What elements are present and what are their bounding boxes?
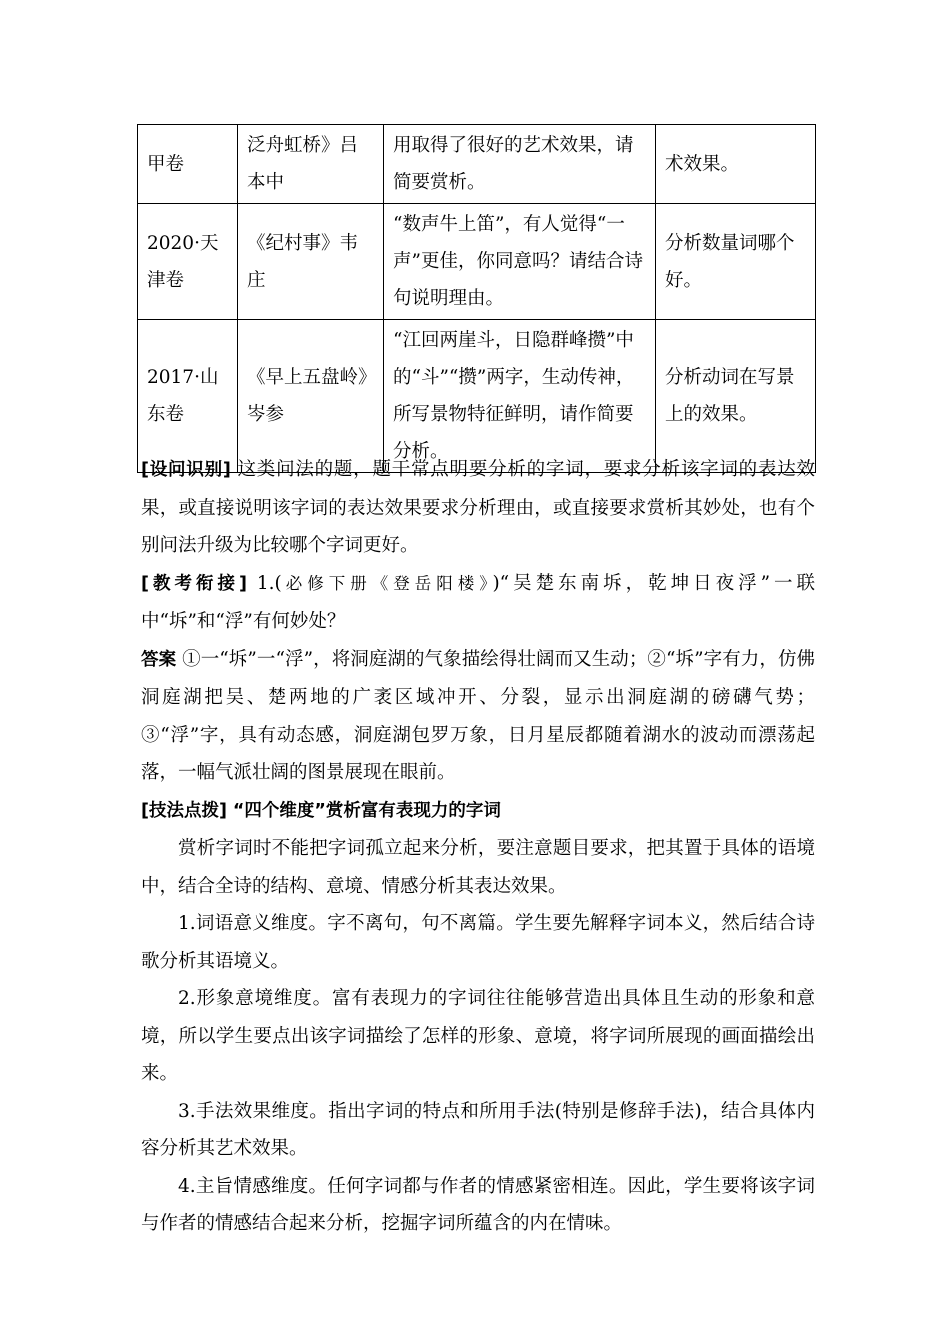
cell-focus: 术效果。 [656,125,816,204]
method-heading [141,792,815,831]
answer-paragraph [141,641,815,792]
answer-text: ①一“坼”一“浮”，将洞庭湖的气象描绘得壮阔而又生动；②“坼”字有力，仿佛洞庭湖把吴、楚两地的广袤区域冲开、分裂，显示出洞庭湖的磅礴气势；③“浮”字，具有动态感，洞庭湖包罗万象，日月星辰都随着湖水的波动而漂荡起落，一幅气派壮阔的图景展现在眼前。 [141,648,816,783]
method-point: 4.主旨情感维度。任何字词都与作者的情感紧密相连。因此，学生要将该字词与作者的情感结合起来分析，挖掘字词所蕴含的内在情味。 [141,1175,815,1234]
method-point: 3.手法效果维度。指出字词的特点和所用手法(特别是修辞手法)，结合具体内容分析其艺术效果。 [141,1100,815,1159]
link-source: 必修下册《登岳阳楼》 [281,573,493,593]
table-row [138,320,816,473]
cell-poem: 《早上五盘岭》岑参 [238,320,384,473]
identify-label: [设问识别] [141,460,231,480]
cell-poem: 泛舟虹桥》吕本中 [238,125,384,204]
identify-text: 这类问法的题，题干常点明要分析的字词，要求分析该字词的表达效果，或直接说明该字词的表达效果要求分析理由，或直接要求赏析其妙处，也有个别问法升级为比较哪个字词更好。 [141,459,815,556]
link-text: )“吴楚东南坼，乾坤日夜浮”一联中“坼”和“浮”有何妙处？ [141,572,816,632]
cell-focus: 分析数量词哪个好。 [656,204,816,320]
method-point: 2.形象意境维度。富有表现力的字词往往能够营造出具体且生动的形象和意境，所以学生要点出该字词描绘了怎样的形象、意境，将字词所展现的画面描绘出来。 [141,988,815,1084]
main-text [141,451,815,1243]
cell-question: “数声牛上笛”，有人觉得“一声”更佳，你同意吗？请结合诗句说明理由。 [384,204,656,320]
cell-poem: 《纪村事》韦庄 [238,204,384,320]
cell-source: 2017·山东卷 [138,320,238,473]
method-point: 1.词语意义维度。字不离句，句不离篇。学生要先解释字词本义，然后结合诗歌分析其语境义。 [141,913,815,972]
cell-source: 甲卷 [138,125,238,204]
answer-label: 答案 [141,649,177,670]
table-row [138,125,816,204]
cell-focus: 分析动词在写景上的效果。 [656,320,816,473]
method-title: “四个维度”赏析富有表现力的字词 [232,800,501,821]
link-paragraph [141,565,815,641]
method-intro: 赏析字词时不能把字词孤立起来分析，要注意题目要求，把其置于具体的语境中，结合全诗的结构、意境、情感分析其表达效果。 [141,838,815,897]
identify-paragraph [141,451,815,565]
cell-question: 用取得了很好的艺术效果，请简要赏析。 [384,125,656,204]
link-num: 1.( [256,572,282,594]
link-label: [教考衔接] [141,573,247,594]
table-row [138,204,816,320]
method-label: [技法点拨] [141,800,227,821]
cell-question: “江回两崖斗，日隐群峰攒”中的“斗”“攒”两字，生动传神，所写景物特征鲜明，请作简要分析。 [384,320,656,473]
exam-table [137,124,816,473]
cell-source: 2020·天津卷 [138,204,238,320]
